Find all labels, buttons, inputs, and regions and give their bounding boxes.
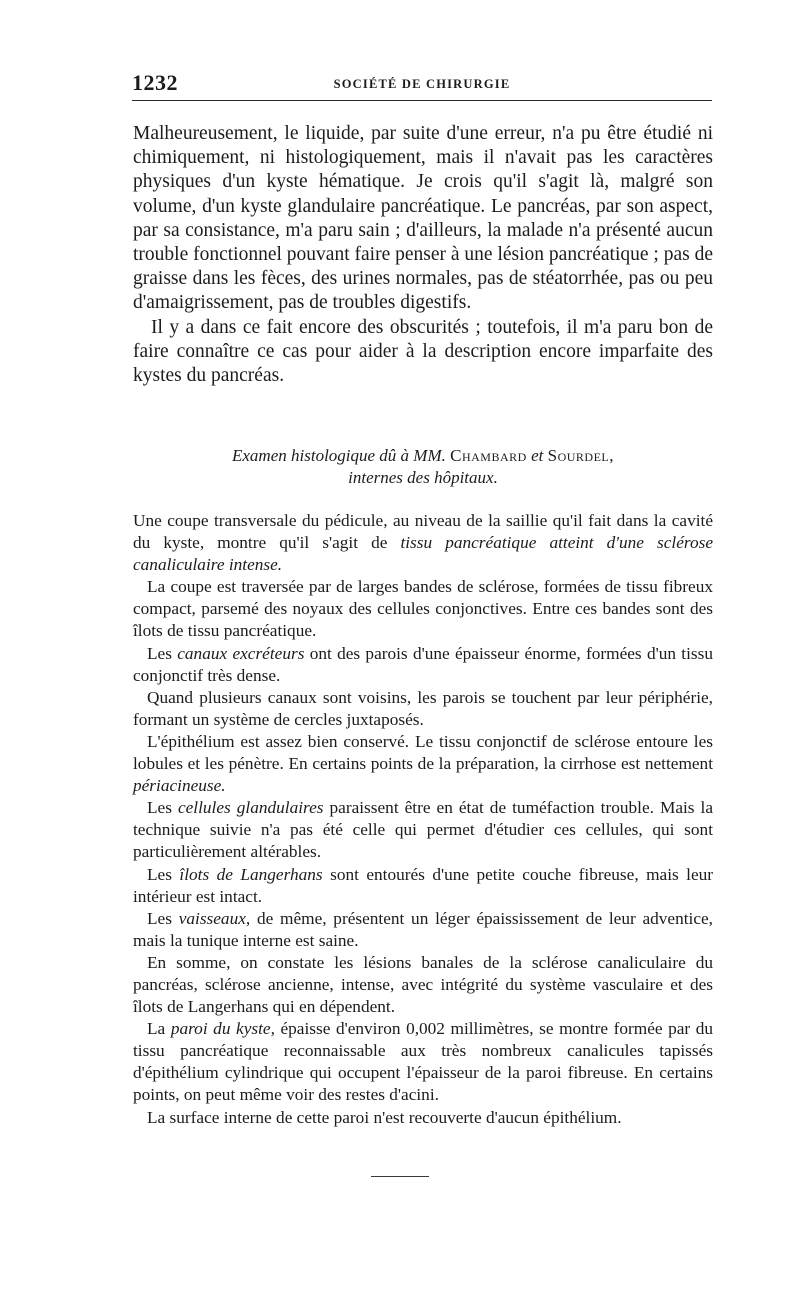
paragraph: L'épithélium est assez bien conservé. Le tissu conjonctif de sclérose entoure les lobules et les pénètre. En certains points de la préparation, la cirrhose est nettement périacineuse. — [133, 731, 713, 796]
end-rule — [371, 1176, 429, 1177]
paragraph: Une coupe transversale du pédicule, au niveau de la saillie qu'il fait dans la cavité du kyste, montre qu'il s'agit de tissu pancréatique atteint d'une sclérose canaliculaire intense. — [133, 511, 713, 575]
main-text — [133, 122, 713, 388]
paragraph: Les vaisseaux, de même, présentent un léger épaississement de leur adventice, mais la tunique interne est saine. — [133, 908, 713, 950]
paragraph: La coupe est traversée par de larges bandes de sclérose, formées de tissu fibreux compact, parsemé des noyaux des cellules conjonctives. Entre ces bandes sont des îlots de tissu pancréatique. — [133, 577, 713, 641]
paragraph: Les cellules glandulaires paraissent être en état de tuméfaction trouble. Mais la technique suivie n'a pas été celle qui permet d'étudier ces cellules, qui sont particulièrement altérables. — [133, 798, 713, 862]
examen-text — [133, 510, 713, 1129]
caption-text: Examen histologique dû à MM. — [232, 446, 446, 465]
running-head — [132, 70, 712, 101]
paragraph: Les îlots de Langerhans sont entourés d'une petite couche fibreuse, mais leur intérieur est intact. — [133, 864, 714, 906]
author-name: Chambard — [450, 446, 527, 465]
caption-text: internes des hôpitaux. — [348, 468, 498, 487]
paragraph: Quand plusieurs canaux sont voisins, les parois se touchent par leur périphérie, formant un système de cercles juxtaposés. — [133, 687, 713, 729]
paragraph: Les canaux excréteurs ont des parois d'une épaisseur énorme, formées d'un tissu conjonctif très dense. — [133, 643, 713, 685]
paragraph: Il y a dans ce fait encore des obscurités ; toutefois, il m'a paru bon de faire connaître ce cas pour aider à la description encore imparfaite des kystes du pancréas. — [133, 316, 713, 387]
running-title: SOCIÉTÉ DE CHIRURGIE — [333, 77, 511, 91]
page-number: 1232 — [132, 70, 178, 95]
paragraph: En somme, on constate les lésions banales de la sclérose canaliculaire du pancréas, sclérose ancienne, intense, avec intégrité du système vasculaire et des îlots de Langerhans qui en dépendent. — [133, 952, 713, 1017]
examen-caption — [133, 445, 713, 489]
paragraph: La surface interne de cette paroi n'est recouverte d'aucun épithélium. — [147, 1107, 622, 1127]
author-name: Sourdel, — [547, 446, 614, 465]
paragraph: La paroi du kyste, épaisse d'environ 0,002 millimètres, se montre formée par du tissu pancréatique reconnaissable aux très nombreux canalicules tapissés d'épithélium cylindrique qui occupent l'épaisseur de la paroi fibreuse. En certains points, on peut même voir des restes d'acini. — [133, 1019, 714, 1105]
caption-text: et — [531, 446, 544, 465]
paragraph: Malheureusement, le liquide, par suite d'une erreur, n'a pu être étudié ni chimiquement, ni histologiquement, mais il n'avait pas les caractères physiques d'un kyste hématique. Je crois qu'il s'agit là, malgré son volume, d'un kyste glandulaire pancréatique. Le pancréas, par son aspect, par sa consistance, m'a paru sain ; d'ailleurs, la malade n'a présenté aucun trouble fonctionnel pouvant faire penser à une lésion pancréatique ; pas de graisse dans les fèces, des urines normales, pas de stéatorrhée, pas ou peu d'amaigrissement, pas de troubles digestifs. — [133, 123, 713, 314]
